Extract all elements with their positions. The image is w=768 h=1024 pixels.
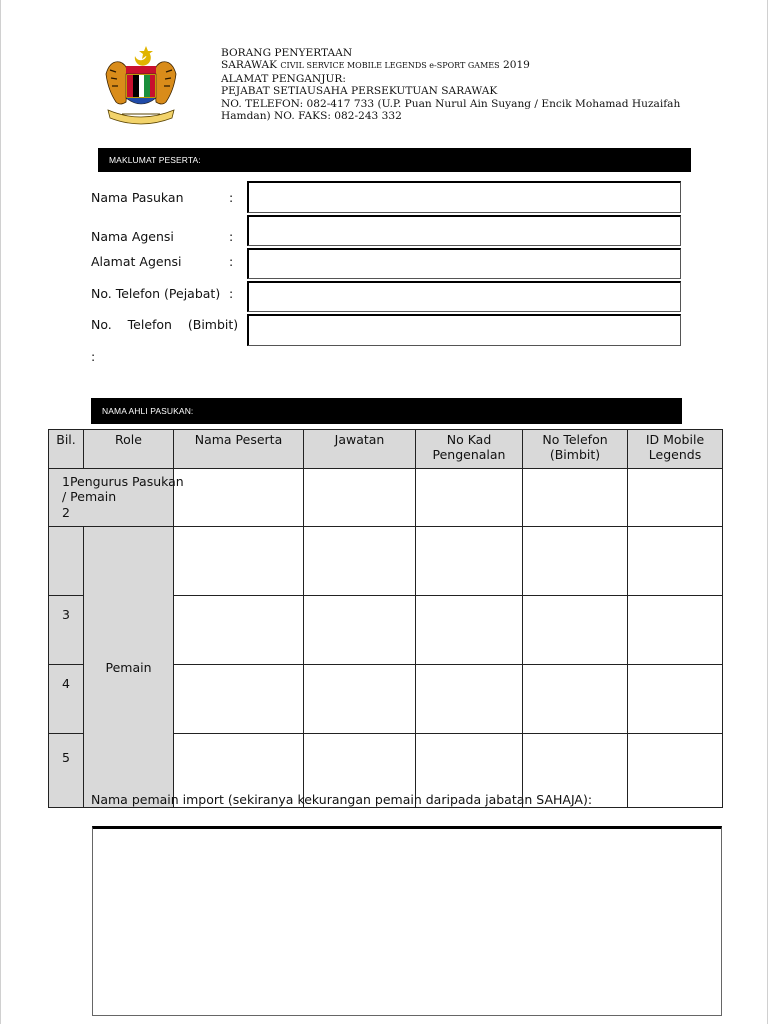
table-header-row [49,430,723,469]
section-team-members-bar: NAMA AHLI PASUKAN: [91,398,682,424]
cell[interactable] [628,527,723,596]
cell[interactable] [174,665,304,734]
header-mobile-phone: No Telefon (Bimbit) [523,430,628,469]
contact-info: NO. TELEFON: 082-417 733 (U.P. Puan Nurul Ain Suyang / Encik Mohamad Huzaifah Hamdan) NO. FAKS: 082-243 332 [221,97,681,123]
header-participant-name: Nama Peserta [174,430,304,469]
cell[interactable] [523,527,628,596]
cell[interactable] [304,665,416,734]
colon: : [91,349,96,364]
cell[interactable] [416,665,523,734]
role-pemain: Pemain [84,527,174,808]
colon: : [229,254,234,269]
colon: : [229,286,234,301]
team-members-table [48,429,723,808]
cell[interactable] [304,527,416,596]
cell[interactable] [628,665,723,734]
organiser-name: PEJABAT SETIAUSAHA PERSEKUTUAN SARAWAK [221,85,498,98]
team-name-label: Nama Pasukan [91,190,184,205]
table-row [49,469,723,527]
header-position: Jawatan [304,430,416,469]
row-number [49,527,84,596]
import-players-box[interactable] [92,826,722,1016]
header-bil: Bil. [49,430,84,469]
agency-name-field[interactable] [247,215,681,246]
cell[interactable] [416,596,523,665]
cell[interactable] [628,596,723,665]
mobile-phone-field[interactable] [247,314,681,346]
cell[interactable] [523,469,628,527]
colon: : [229,229,234,244]
agency-address-field[interactable] [247,248,681,279]
page-left-edge [0,0,1,1024]
section-participant-info-bar: MAKLUMAT PESERTA: [98,148,691,172]
row-number: 2 [62,505,70,520]
row-number: 3 [49,596,84,665]
coat-of-arms-logo [102,44,180,126]
table-row [49,527,723,596]
cell[interactable] [174,596,304,665]
manager-role: 1Pengurus Pasukan / Pemain [62,474,184,504]
cell[interactable] [628,734,723,808]
form-title: BORANG PENYERTAAN [221,47,353,59]
cell[interactable] [523,665,628,734]
organiser-heading: ALAMAT PENGANJUR: [221,72,346,85]
cell[interactable] [304,596,416,665]
cell[interactable] [628,469,723,527]
office-phone-label: No. Telefon (Pejabat) [91,286,221,301]
cell[interactable] [416,527,523,596]
cell[interactable] [174,469,304,527]
cell[interactable] [304,469,416,527]
header-ml-id: ID Mobile Legends [628,430,723,469]
mobile-phone-label: No. Telefon (Bimbit) [91,317,239,332]
header-text [221,47,691,122]
manager-cell [49,469,184,527]
agency-address-label: Alamat Agensi [91,254,182,269]
team-name-field[interactable] [247,181,681,213]
header-role: Role [84,430,174,469]
cell[interactable] [416,469,523,527]
cell[interactable] [174,527,304,596]
row-number: 5 [49,734,84,808]
colon: : [229,190,234,205]
agency-name-label: Nama Agensi [91,229,174,244]
row-number: 4 [49,665,84,734]
import-players-label: Nama pemain import (sekiranya kekurangan pemain daripada jabatan SAHAJA): [91,792,593,807]
cell[interactable] [523,596,628,665]
office-phone-field[interactable] [247,281,681,312]
event-title: SARAWAK CIVIL SERVICE MOBILE LEGENDS e-SPORT GAMES 2019 [221,59,530,72]
header-ic-number: No Kad Pengenalan [416,430,523,469]
